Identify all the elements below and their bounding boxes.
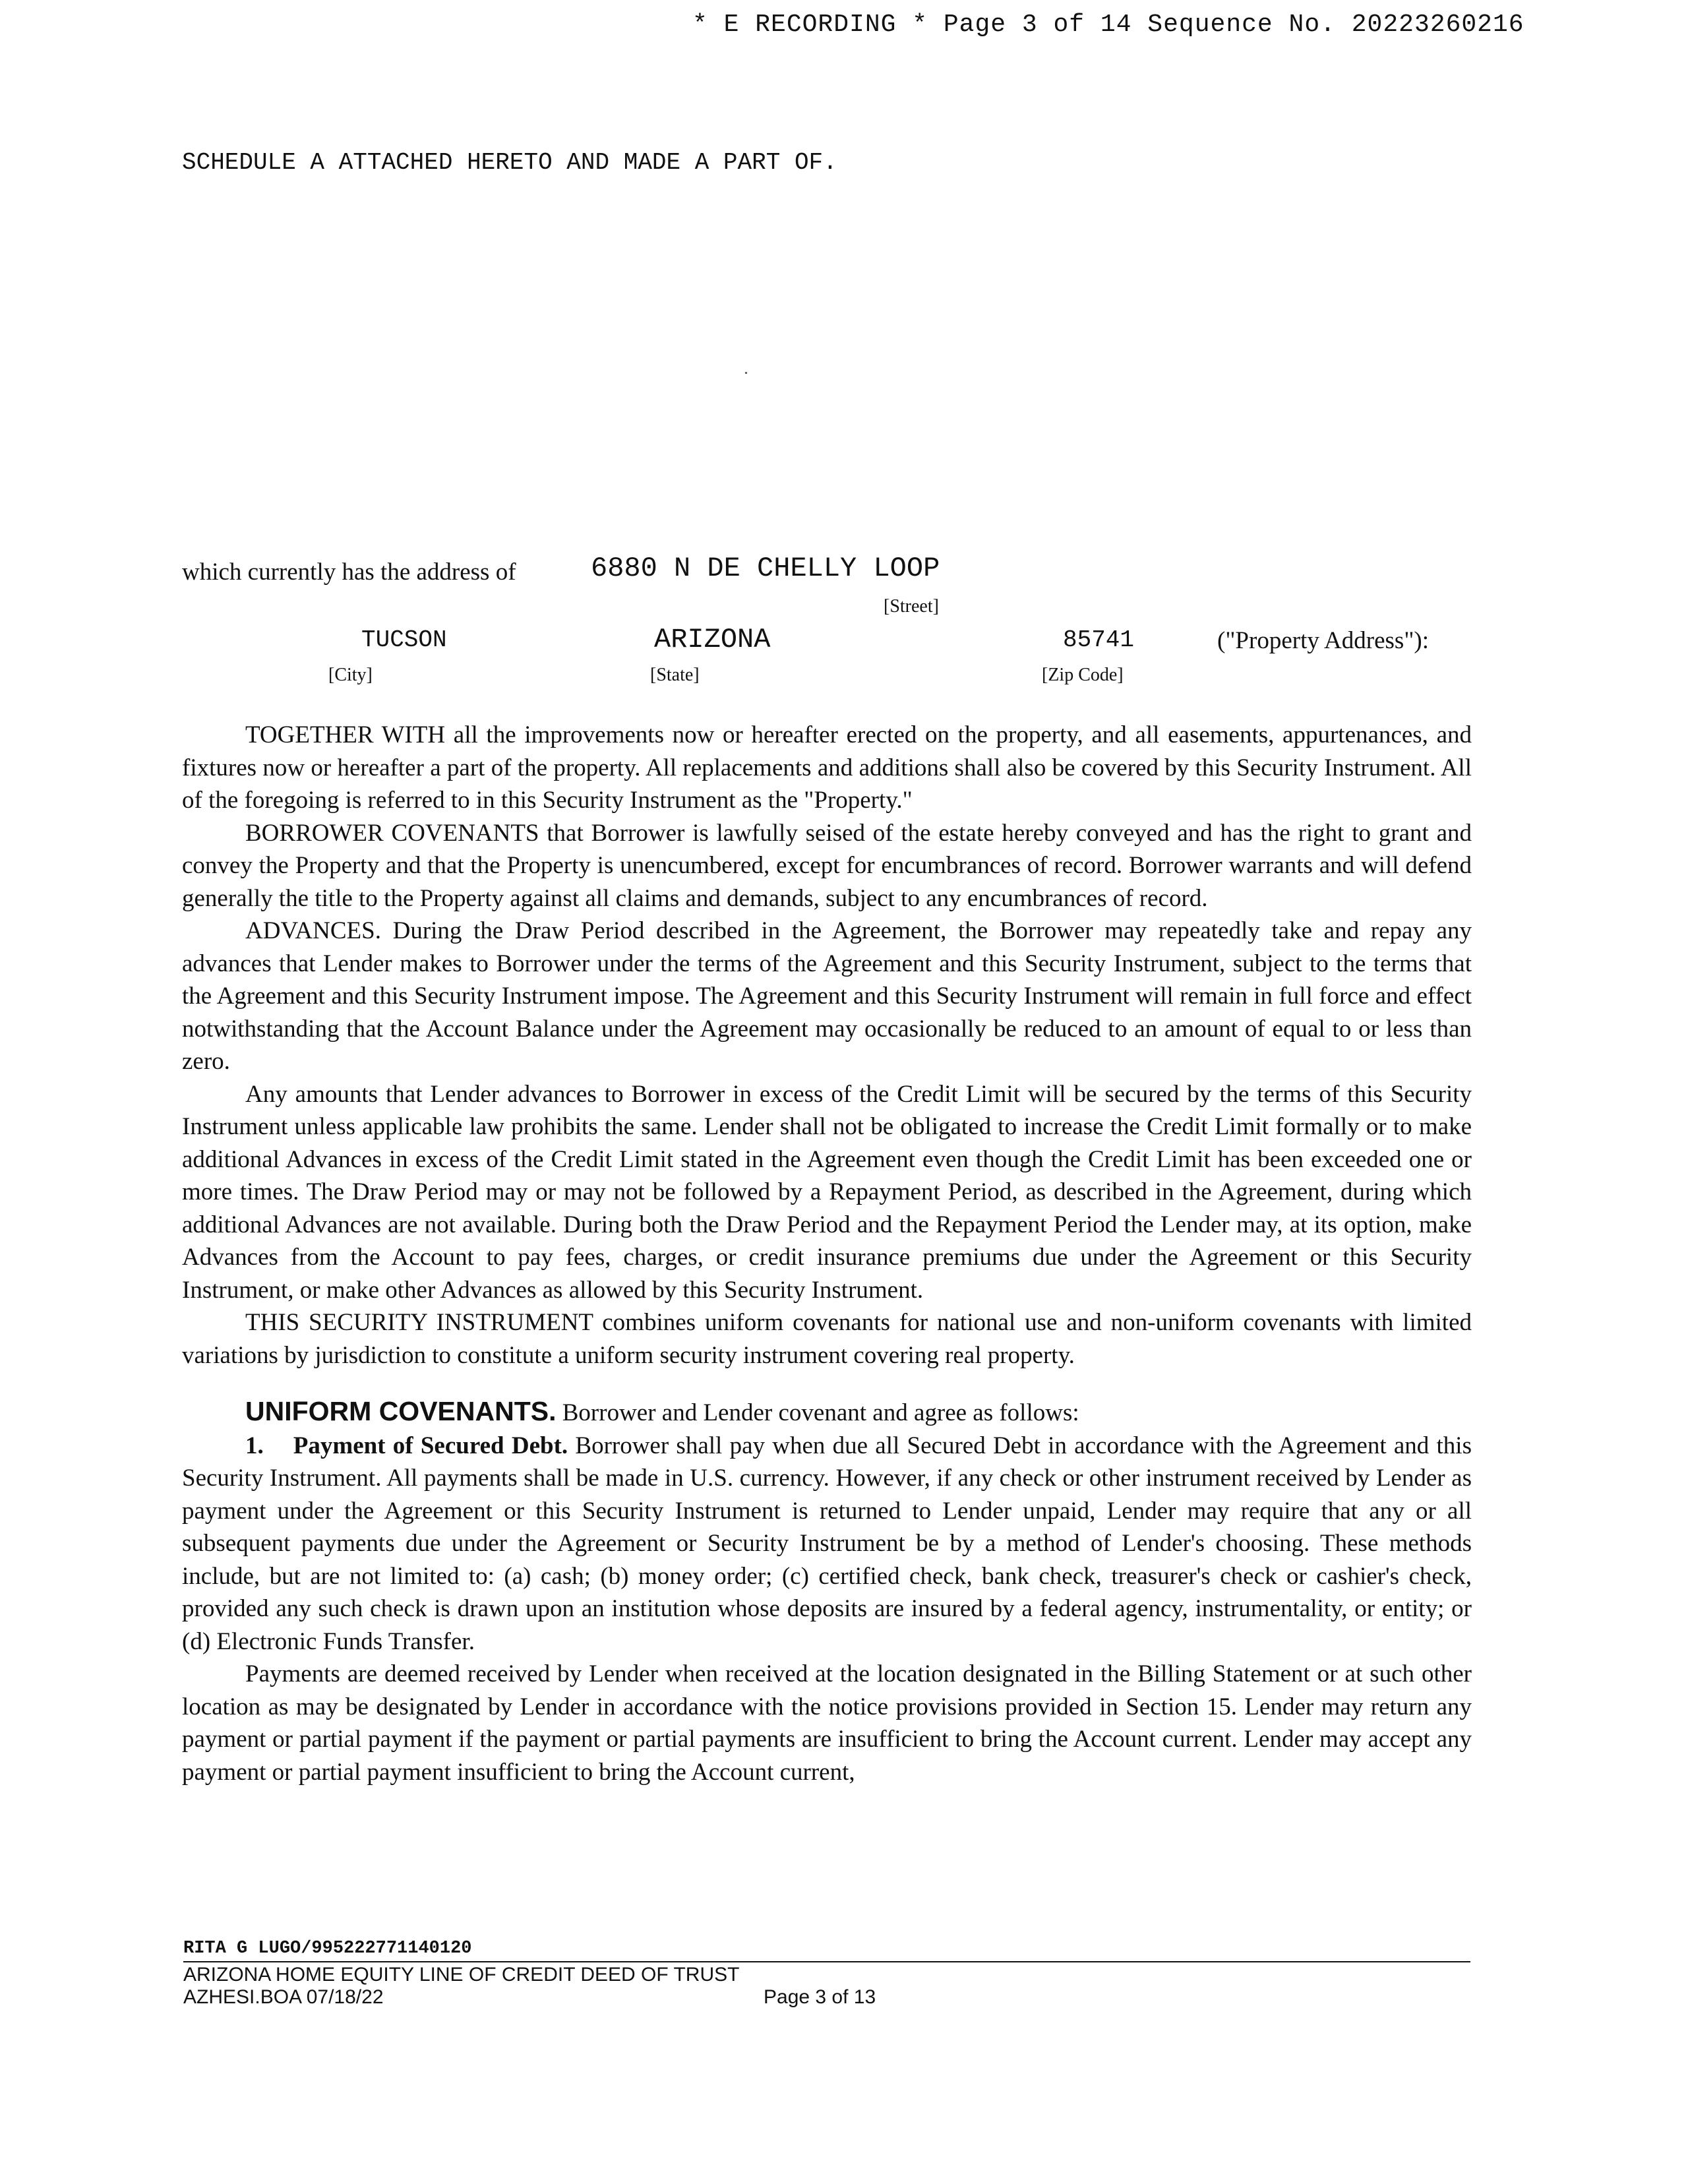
stray-mark bbox=[745, 372, 747, 374]
state-label: [State] bbox=[650, 665, 700, 685]
payment-secured-debt-paragraph bbox=[182, 1430, 1472, 1658]
item-text: Borrower shall pay when due all Secured Debt in accordance with the Agreement and this Security Instrument. All payments shall be made in U.S. currency. However, if any check or other instrument received by Lender as payment under the Agreement or this Security Instrument is returned to Lender unpaid, Lender may require that any or all subsequent payments due under the Agreement or Security Instrument be by a method of Lender's choosing. These methods include, but are not limited to: (a) cash; (b) money order; (c) certified check, bank check, treasurer's check or cashier's check, provided any such check is drawn upon an institution whose deposits are insured by a federal agency, instrumentality, or entity; or (d) Electronic Funds Transfer. bbox=[182, 1432, 1472, 1655]
borrower-covenants-paragraph: BORROWER COVENANTS that Borrower is lawfully seised of the estate hereby conveyed and has the right to grant and convey the Property and that the Property is unencumbered, except for encumbrances of record. Borrower warrants and will defend generally the title to the Property against all claims and demands, subject to any encumbrances of record. bbox=[182, 819, 1472, 912]
page-number: Page 3 of 13 bbox=[764, 1986, 876, 2008]
zip-value: 85741 bbox=[1063, 626, 1135, 653]
state-value: ARIZONA bbox=[654, 624, 771, 655]
together-with-paragraph: TOGETHER WITH all the improvements now or hereafter erected on the property, and all easements, appurtenances, and fixtures now or hereafter a part of the property. All replacements and additions shall also be covered by this Security Instrument. All of the foregoing is referred to in this Security Instrument as the "Property." bbox=[182, 721, 1472, 814]
form-code: AZHESI.BOA 07/18/22 bbox=[183, 1986, 384, 2008]
uniform-covenants-heading: UNIFORM COVENANTS. bbox=[245, 1396, 557, 1426]
address-intro: which currently has the address of bbox=[182, 559, 516, 586]
amounts-paragraph: Any amounts that Lender advances to Borrower in excess of the Credit Limit will be secured by the terms of this Security Instrument unless applicable law prohibits the same. Lender shall not be obligated to increase the Credit Limit formally or to make additional Advances in excess of the Credit Limit stated in the Agreement even though the Credit Limit has been exceeded one or more times. The Draw Period may or may not be followed by a Repayment Period, as described in the Agreement, during which additional Advances are not available. During both the Draw Period and the Repayment Period the Lender may, at its option, make Advances from the Account to pay fees, charges, or credit insurance premiums due under the Agreement or this Security Instrument, or make other Advances as allowed by this Security Instrument. bbox=[182, 1080, 1472, 1304]
city-label: [City] bbox=[328, 665, 373, 685]
recording-header: * E RECORDING * Page 3 of 14 Sequence No. 20223260216 bbox=[692, 11, 1524, 39]
uniform-covenants-line bbox=[182, 1395, 1472, 1430]
footer-divider bbox=[183, 1961, 1470, 1962]
zip-label: [Zip Code] bbox=[1042, 665, 1124, 685]
item-title: Payment of Secured Debt. bbox=[293, 1432, 568, 1459]
combines-paragraph: THIS SECURITY INSTRUMENT combines uniform covenants for national use and non-uniform covenants with limited variations by jurisdiction to constitute a uniform security instrument covering real property. bbox=[182, 1309, 1472, 1369]
uniform-covenants-rest: Borrower and Lender covenant and agree as follows: bbox=[556, 1399, 1079, 1426]
city-value: TUCSON bbox=[361, 626, 447, 653]
advances-paragraph: ADVANCES. During the Draw Period described in the Agreement, the Borrower may repeatedly take and repay any advances that Lender makes to Borrower under the terms of the Agreement and this Security Instrument, subject to the terms that the Agreement and this Security Instrument impose. The Agreement and this Security Instrument will remain in full force and effect notwithstanding that the Account Balance under the Agreement may occasionally be reduced to an amount of equal to or less than zero. bbox=[182, 917, 1472, 1075]
schedule-a-line: SCHEDULE A ATTACHED HERETO AND MADE A PART OF. bbox=[182, 149, 837, 176]
item-number: 1. bbox=[245, 1432, 264, 1459]
deed-body bbox=[182, 719, 1472, 1788]
property-address-label: ("Property Address"): bbox=[1217, 627, 1430, 654]
borrower-loan-id: RITA G LUGO/995222771140120 bbox=[183, 1939, 472, 1958]
form-title: ARIZONA HOME EQUITY LINE OF CREDIT DEED OF TRUST bbox=[183, 1964, 740, 1986]
street-value: 6880 N DE CHELLY LOOP bbox=[591, 553, 940, 584]
payments-received-paragraph: Payments are deemed received by Lender when received at the location designated in the Billing Statement or at such other location as may be designated by Lender in accordance with the notice provisions provided in Section 15. Lender may return any payment or partial payment if the payment or partial payments are insufficient to bring the Account current. Lender may accept any payment or partial payment insufficient to bring the Account current, bbox=[182, 1660, 1472, 1786]
street-label: [Street] bbox=[884, 596, 939, 617]
